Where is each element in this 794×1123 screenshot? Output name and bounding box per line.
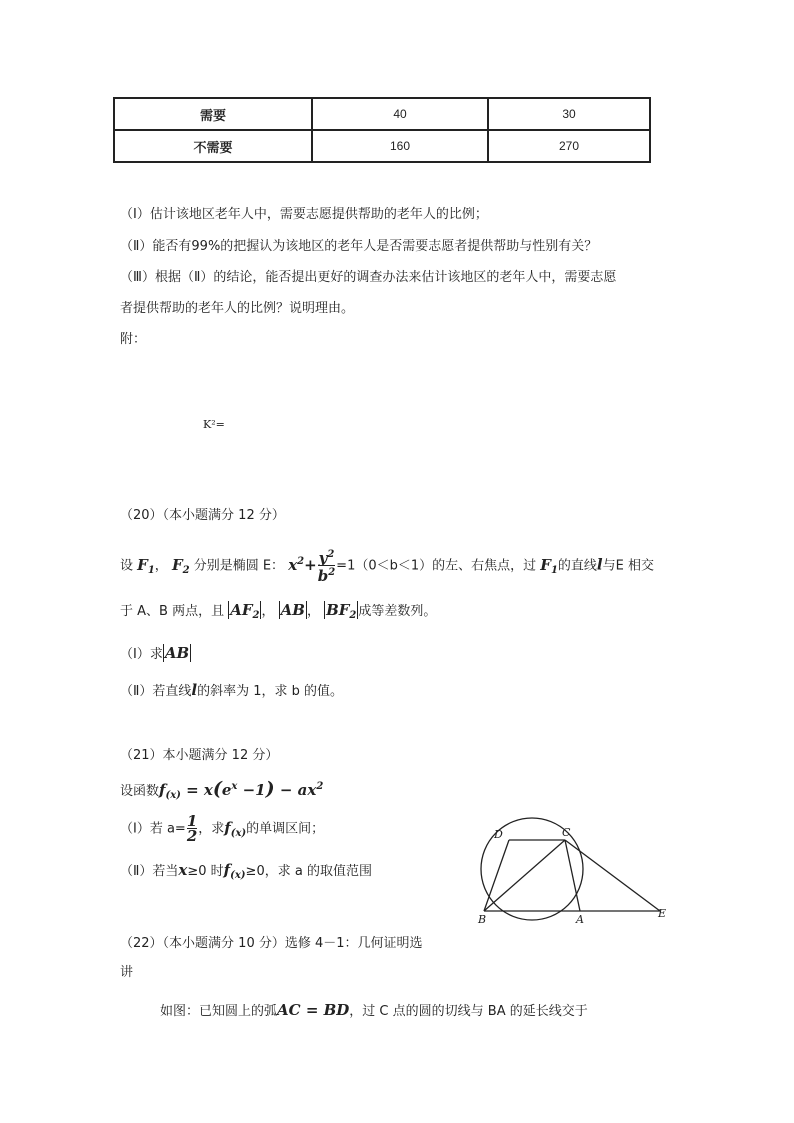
q21-part1: （Ⅰ）若 a= $\frac{1}{2}$ ，求$f_{(x)}$的单调区间； bbox=[120, 812, 325, 845]
point-label-a: A bbox=[576, 913, 584, 926]
q20-part2: （Ⅱ）若直线l的斜率为 1，求 b 的值。 bbox=[120, 681, 344, 699]
point-label-c: C bbox=[562, 826, 571, 839]
k2-formula: K²= bbox=[203, 418, 225, 431]
q20-heading: （20）（本小题满分 12 分） bbox=[120, 508, 285, 523]
cell: 30 bbox=[488, 98, 650, 130]
geometry-figure bbox=[470, 805, 680, 935]
data-table bbox=[113, 97, 651, 163]
q21-heading: （21）本小题满分 12 分） bbox=[120, 748, 279, 763]
q21-part2: （Ⅱ）若当x≥0 时$f_{(x)}\ge 0$，求 a 的取值范围 bbox=[120, 861, 372, 881]
row-label: 不需要 bbox=[114, 130, 312, 162]
q19-part3-line1: （Ⅲ）根据（Ⅱ）的结论，能否提出更好的调查办法来估计该地区的老年人中，需要志愿 bbox=[120, 270, 617, 285]
q20-line2: 于 A、B 两点，且 $AF_2$ ， AB ， $BF_2$ 成等差数列。 bbox=[120, 601, 437, 621]
point-label-e: E bbox=[658, 907, 667, 920]
q19-part1: （Ⅰ）估计该地区老年人中，需要志愿提供帮助的老年人的比例； bbox=[120, 207, 488, 222]
q20-part1: （Ⅰ）求 AB bbox=[120, 644, 190, 662]
q19-part3-line2: 者提供帮助的老年人的比例？说明理由。 bbox=[120, 301, 355, 316]
cell: 40 bbox=[312, 98, 488, 130]
q21-function: 设函数$f_{(x)} = x(e^x -1) - ax^2$ bbox=[120, 778, 324, 801]
q19-attachment: 附： bbox=[120, 332, 147, 347]
q22-body: 如图：已知圆上的弧AC = BD，过 C 点的圆的切线与 BA 的延长线交于 bbox=[160, 1001, 588, 1019]
q19-part2: （Ⅱ）能否有99%的把握认为该地区的老年人是否需要志愿者提供帮助与性别有关？ bbox=[120, 239, 598, 254]
point-label-b: B bbox=[478, 913, 487, 926]
row-label: 需要 bbox=[114, 98, 312, 130]
cell: 270 bbox=[488, 130, 650, 162]
cell: 160 bbox=[312, 130, 488, 162]
table-row bbox=[114, 98, 650, 130]
table-row bbox=[114, 130, 650, 162]
q20-line1: 设 $F_1$， $F_2$ 分别是椭圆 E： $x^2+$ $\frac{y^2}{b^2}$ =1（0＜b＜1）的左、右焦点，过 $F_1$的直线l与E 相交 bbox=[120, 549, 654, 585]
q22-heading: （22）（本小题满分 10 分）选修 4－1：几何证明选 bbox=[120, 936, 423, 951]
q22-heading-cont: 讲 bbox=[120, 965, 134, 980]
point-label-d: D bbox=[494, 828, 503, 841]
